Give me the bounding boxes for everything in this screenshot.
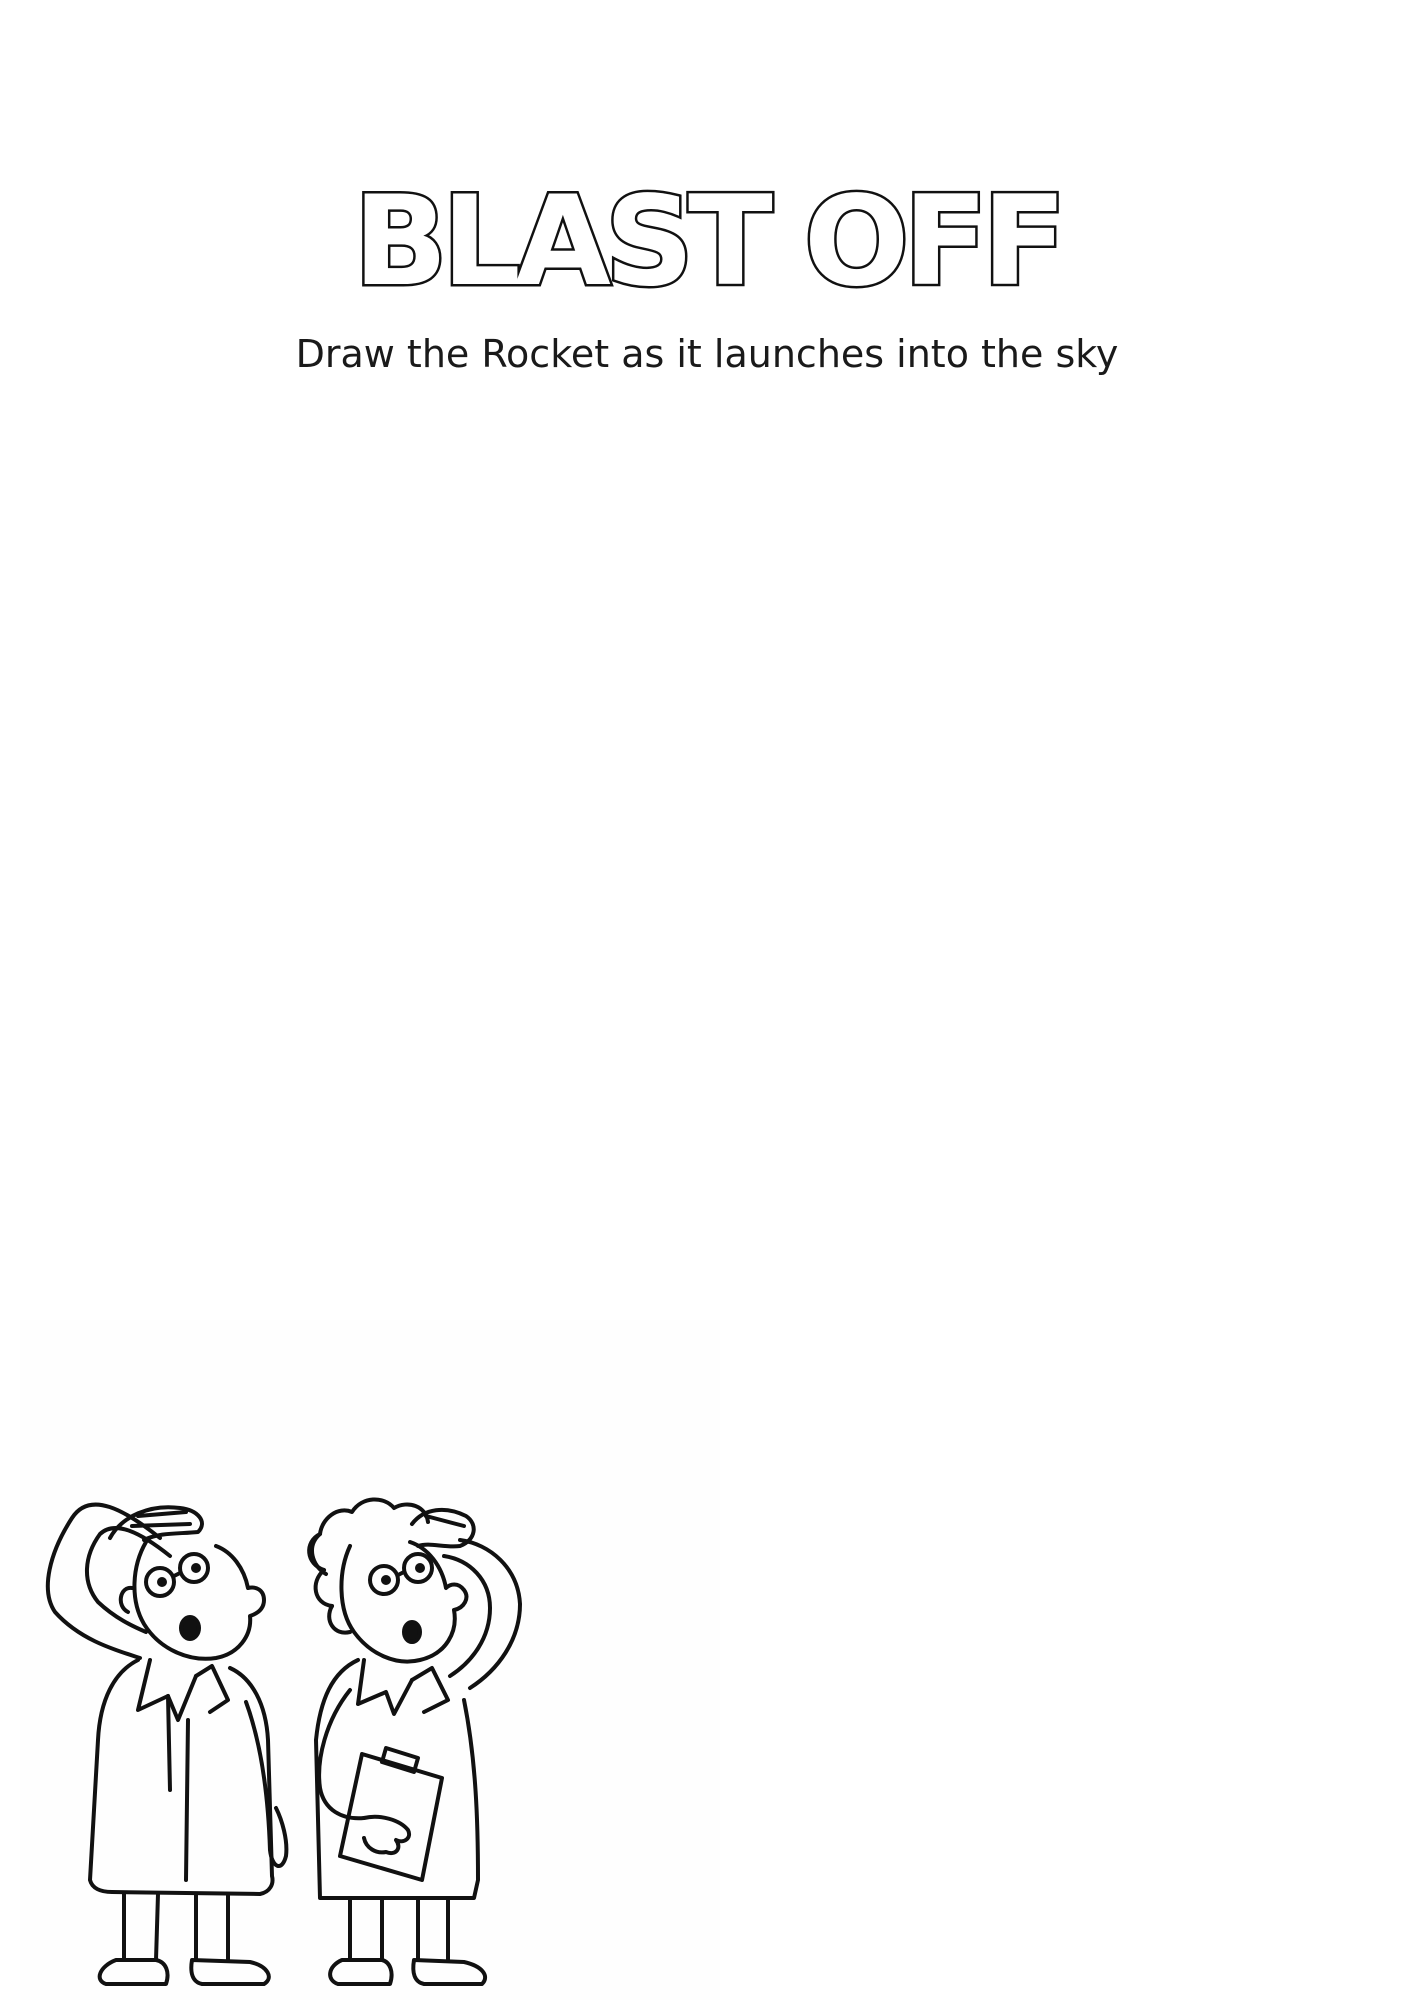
scientist-right xyxy=(309,1499,520,1984)
scientist-left xyxy=(48,1505,287,1984)
page-title: BLAST OFF xyxy=(353,170,1061,314)
instruction-text: Draw the Rocket as it launches into the sky xyxy=(295,332,1119,376)
two-scientists-looking-up-icon xyxy=(20,1320,720,2000)
